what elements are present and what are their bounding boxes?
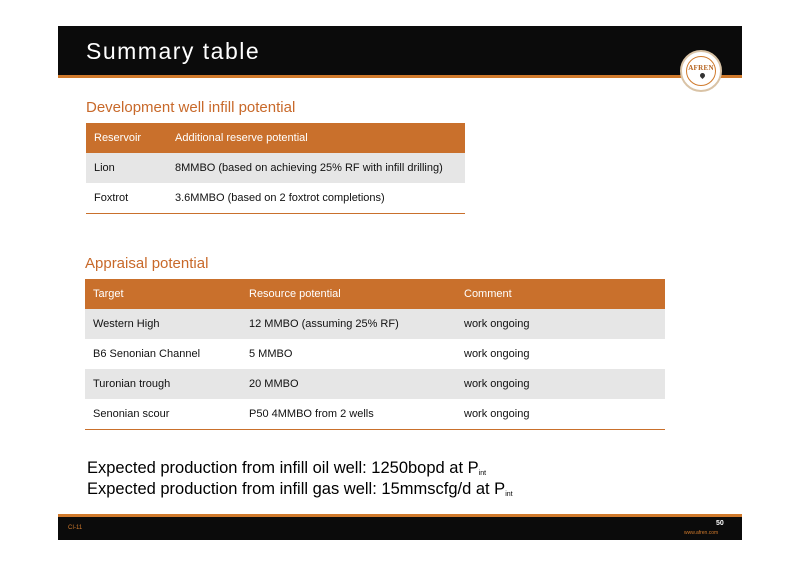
table-row [86,153,465,183]
column-header: Reservoir [86,123,167,153]
column-header: Additional reserve potential [167,123,465,153]
appraisal-table [85,279,665,430]
table-cell: P50 4MMBO from 2 wells [241,399,456,430]
table-cell: 3.6MMBO (based on 2 foxtrot completions) [167,183,465,214]
column-header: Target [85,279,241,309]
table-cell: work ongoing [464,348,530,360]
header-accent-line [58,75,742,78]
table-header-row [86,123,465,153]
gas-production-subscript: int [505,491,513,498]
footer-code: CI-11 [68,525,83,531]
table-cell: Foxtrot [86,183,167,214]
table-cell: 5 MMBO [249,348,293,360]
table-header-row [85,279,665,309]
table-cell: work ongoing [456,309,665,339]
table-row [85,399,665,430]
table-cell: 8MMBO (based on achieving 25% RF with infill drilling) [167,153,465,183]
table-cell: Lion [86,153,167,183]
column-header: Resource potential [241,279,456,309]
afren-logo [680,50,722,92]
oil-production-line [87,459,486,478]
table-cell: Western High [85,309,241,339]
appraisal-section-title: Appraisal potential [85,255,209,272]
oil-production-text: Expected production from infill oil well: 1250bopd at P [87,459,479,477]
slide-title: Summary table [86,38,261,64]
column-header: Comment [456,279,665,309]
table-row [85,369,665,399]
gas-production-line [87,480,513,499]
development-table [86,123,465,214]
development-section-title: Development well infill potential [86,99,296,116]
table-cell: Turonian trough [85,369,241,399]
table-cell: B6 Senonian Channel [93,348,201,360]
table-row [85,309,665,339]
page-number: 50 [716,520,724,527]
gas-production-text: Expected production from infill gas well: 15mmscfg/d at P [87,480,506,498]
table-cell: work ongoing [456,369,665,399]
logo-text: AFREN [688,64,714,72]
oil-production-subscript: int [478,470,487,477]
table-cell: work ongoing [456,399,665,430]
table-cell: 20 MMBO [241,369,456,399]
table-cell: Senonian scour [85,399,241,430]
footer-url: www.afren.com [684,530,719,536]
table-row [85,339,665,369]
table-cell: 12 MMBO (assuming 25% RF) [241,309,456,339]
table-row [86,183,465,214]
footer-bar [58,517,742,540]
